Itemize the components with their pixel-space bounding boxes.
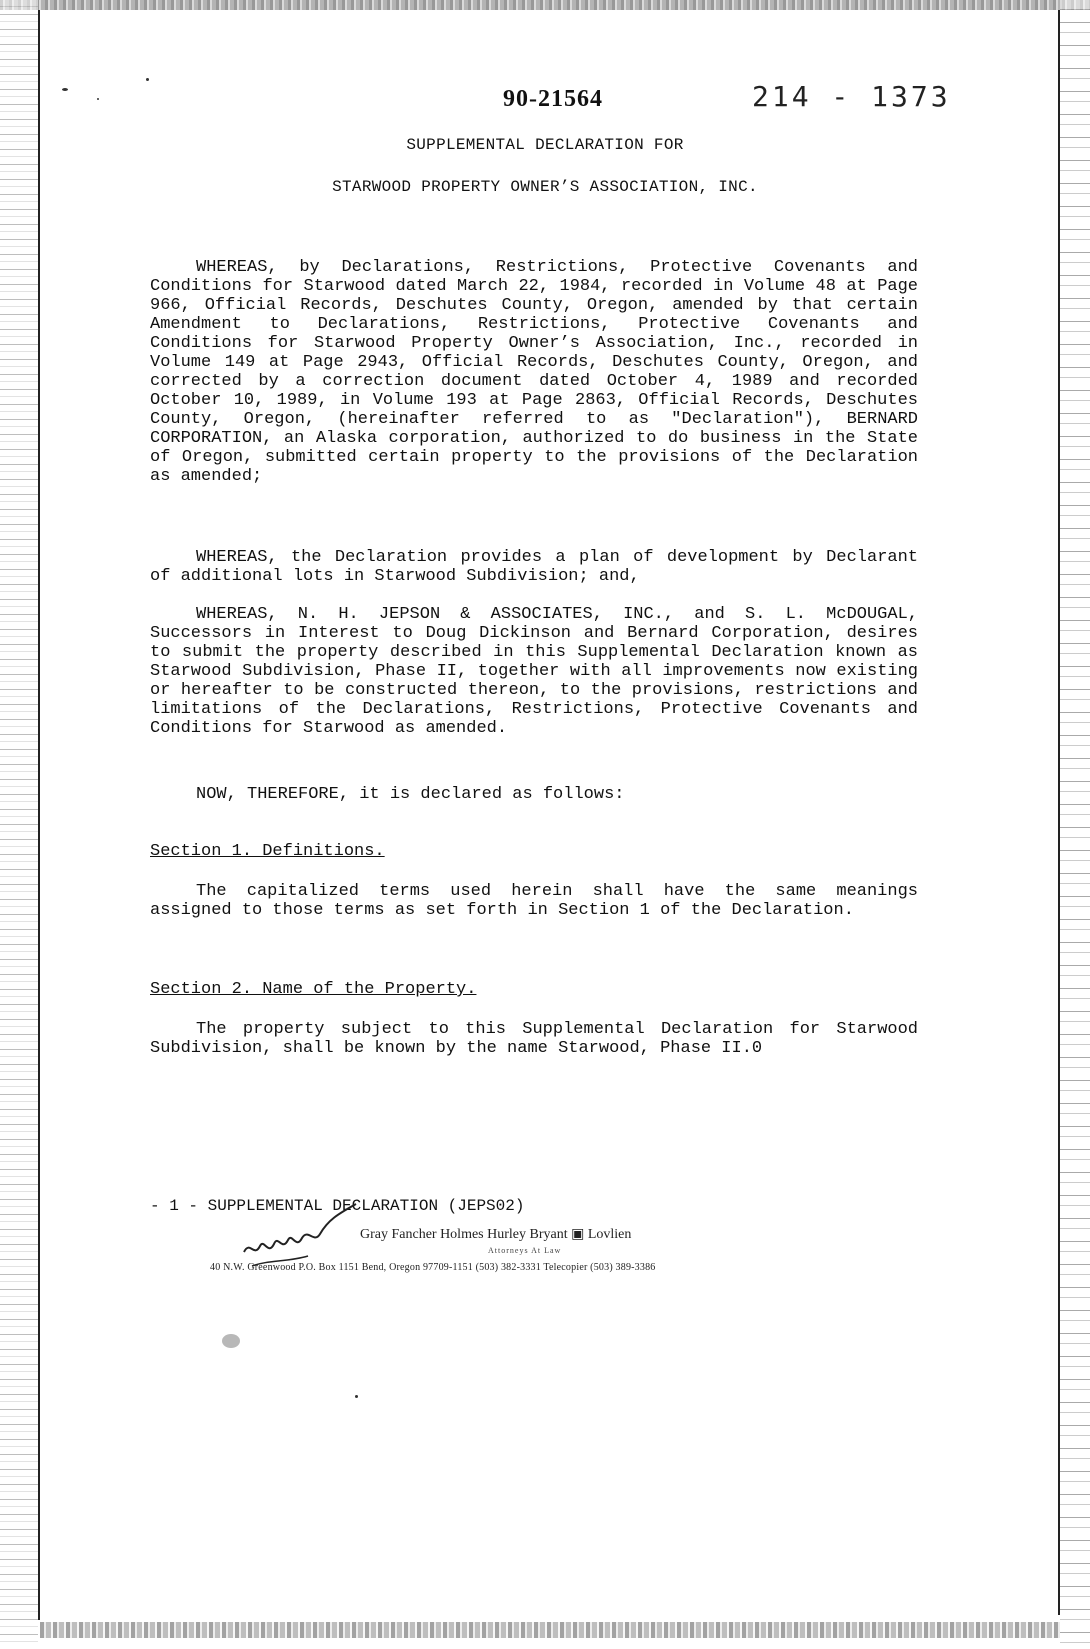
whereas-paragraph-3: WHEREAS, N. H. JEPSON & ASSOCIATES, INC., and S. L. McDOUGAL, Successors in Interest to Doug Dickinson and Bernard Corporation, desires to submit the property described in this Supplemental Declaration known as Starwood Subdivision, Phase II, together with all improvements now existing or hereafter to be constructed thereon, to the provisions, restrictions and limitations of the Declarations, Restrictions, Protective Covenants and Conditions for Starwood as amended. — [150, 605, 918, 738]
section-2-heading: Section 2. Name of the Property. — [150, 980, 477, 999]
scan-top-edge — [0, 0, 1090, 10]
scan-speck — [222, 1334, 240, 1348]
scan-speck — [146, 78, 149, 81]
law-firm-address: 40 N.W. Greenwood P.O. Box 1151 Bend, Oregon 97709-1151 (503) 382-3331 Telecopier (503) 389-3386 — [210, 1262, 656, 1273]
page-left-border — [38, 10, 40, 1620]
section-1-text: The capitalized terms used herein shall have the same meanings assigned to those terms as set forth in Section 1 of the Declaration. — [150, 882, 918, 920]
scan-speck — [62, 88, 68, 91]
declaration-statement: NOW, THEREFORE, it is declared as follows: — [196, 785, 625, 804]
scan-speck — [355, 1395, 358, 1398]
whereas-paragraph-1: WHEREAS, by Declarations, Restrictions, Protective Covenants and Conditions for Starwood dated March 22, 1984, recorded in Volume 48 at Page 966, Official Records, Deschutes County, Oregon, amended by that certain Amendment to Declarations, Restrictions, Protective Covenants and Conditions for Starwood Property Owner’s Association, Inc., recorded in Volume 149 at Page 2943, Official Records, Deschutes County, Oregon, and corrected by a correction document dated October 4, 1989 and recorded October 10, 1989, in Volume 193 at Page 2863, Official Records, Deschutes County, Oregon, (hereinafter referred to as "Declaration"), BERNARD CORPORATION, an Alaska corporation, authorized to do business in the State of Oregon, submitted certain property to the provisions of the Declaration as amended; — [150, 258, 918, 486]
document-subtitle: STARWOOD PROPERTY OWNER’S ASSOCIATION, INC. — [332, 178, 758, 196]
law-firm-name: Gray Fancher Holmes Hurley Bryant ▣ Lovlien — [360, 1227, 632, 1242]
scan-right-edge — [1060, 0, 1090, 1649]
scan-left-edge — [0, 0, 38, 1649]
law-firm-subtitle: Attorneys At Law — [488, 1246, 562, 1255]
page-footer: - 1 - SUPPLEMENTAL DECLARATION (JEPS02) — [150, 1197, 525, 1215]
document-title: SUPPLEMENTAL DECLARATION FOR — [406, 136, 684, 154]
scan-bottom-band — [40, 1622, 1060, 1638]
book-page-number: 214 - 1373 — [752, 80, 951, 113]
recording-number: 90-21564 — [503, 86, 603, 112]
whereas-paragraph-2: WHEREAS, the Declaration provides a plan of development by Declarant of additional lots in Starwood Subdivision; and, — [150, 548, 918, 586]
page-right-border — [1058, 10, 1060, 1615]
section-1-heading: Section 1. Definitions. — [150, 842, 385, 861]
scan-speck — [97, 98, 99, 100]
section-2-text: The property subject to this Supplemental Declaration for Starwood Subdivision, shall be known by the name Starwood, Phase II.0 — [150, 1020, 918, 1058]
